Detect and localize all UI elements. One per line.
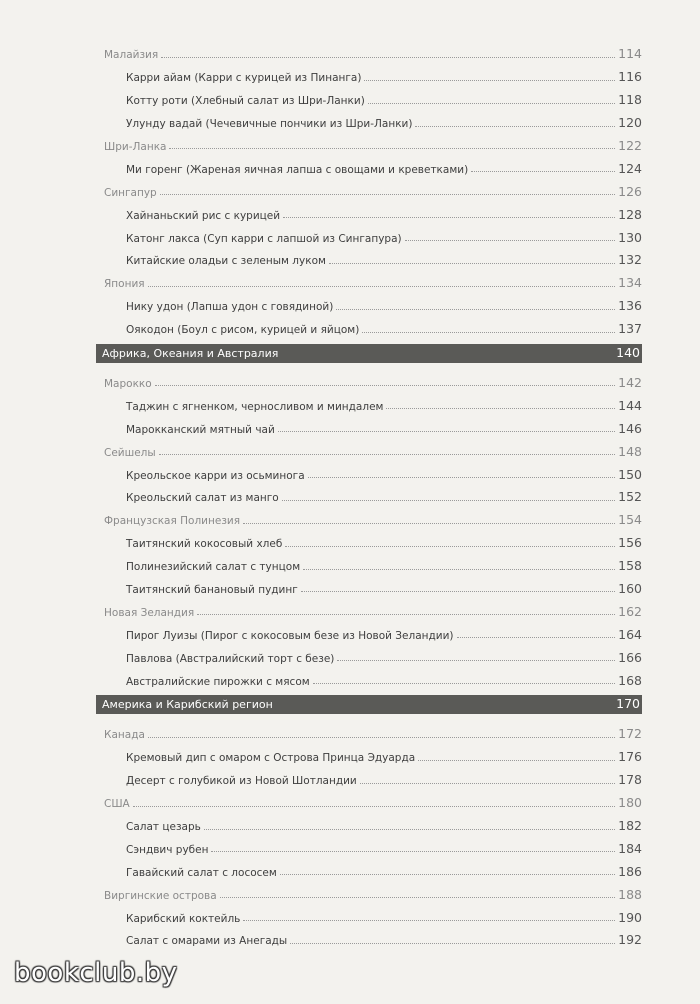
toc-country-row — [96, 130, 642, 153]
toc-country-row — [96, 718, 642, 741]
toc-page-number: 160 — [618, 580, 642, 596]
toc-page-number: 184 — [618, 840, 642, 856]
toc-page-number: 170 — [616, 696, 640, 712]
dot-leader — [161, 57, 615, 58]
dot-leader — [386, 408, 615, 409]
toc-dish-row — [96, 618, 642, 641]
watermark-logo: bookclub.by — [14, 958, 178, 988]
toc-country-row — [96, 367, 642, 390]
toc-entry-title: Гавайский салат с лососем — [126, 866, 277, 879]
toc-dish-row — [96, 764, 642, 787]
dot-leader — [418, 760, 615, 761]
dot-leader — [364, 80, 615, 81]
toc-entry-title: Марокко — [104, 377, 152, 390]
toc-entry-title: США — [104, 798, 130, 811]
toc-dish-row — [96, 244, 642, 267]
toc-entry-title: Сейшелы — [104, 446, 156, 459]
toc-page-number: 126 — [618, 183, 642, 199]
dot-leader — [155, 385, 615, 386]
toc-dish-row — [96, 84, 642, 107]
toc-entry-title: Китайские оладьи с зеленым луком — [126, 255, 326, 268]
toc-country-row — [96, 595, 642, 618]
dot-leader — [285, 546, 615, 547]
toc-page-number: 188 — [618, 886, 642, 902]
toc-entry-title: Америка и Карибский регион — [102, 698, 273, 712]
dot-leader — [204, 829, 615, 830]
toc-entry-title: Котту роти (Хлебный салат из Шри-Ланки) — [126, 95, 365, 108]
toc-entry-title: Африка, Океания и Австралия — [102, 346, 279, 360]
dot-leader — [159, 454, 615, 455]
toc-page-number: 148 — [618, 443, 642, 459]
toc-page-number: 132 — [618, 252, 642, 268]
toc-dish-row — [96, 573, 642, 596]
toc-entry-title: Малайзия — [104, 49, 159, 62]
toc-country-row — [96, 787, 642, 810]
toc-page-number: 128 — [618, 206, 642, 222]
toc-page-number: 122 — [618, 137, 642, 153]
toc-page-number: 162 — [618, 603, 642, 619]
toc-entry-title: Катонг лакса (Суп карри с лапшой из Сингапура) — [126, 232, 402, 245]
toc-entry-title: Виргинские острова — [104, 889, 217, 902]
toc-page-number: 114 — [618, 46, 642, 62]
toc-entry-title: Сэндвич рубен — [126, 843, 209, 856]
dot-leader — [313, 683, 615, 684]
toc-entry-title: Креольский салат из манго — [126, 492, 279, 505]
toc-entry-title: Австралийские пирожки с мясом — [126, 675, 310, 688]
toc-dish-row — [96, 527, 642, 550]
toc-entry-title: Креольское карри из осьминога — [126, 469, 305, 482]
toc-dish-row — [96, 61, 642, 84]
dot-leader — [148, 737, 615, 738]
toc-page-number: 178 — [618, 772, 642, 788]
dot-leader — [303, 569, 615, 570]
toc-page-number: 154 — [618, 512, 642, 528]
toc-dish-row — [96, 810, 642, 833]
toc-page-number: 158 — [618, 558, 642, 574]
toc-page-number: 142 — [618, 374, 642, 390]
dot-leader — [301, 591, 615, 592]
toc-section-row — [96, 695, 642, 714]
toc-entry-title: Шри-Ланка — [104, 140, 167, 153]
toc-dish-row — [96, 901, 642, 924]
toc-country-row — [96, 175, 642, 198]
dot-leader — [337, 660, 615, 661]
dot-leader — [197, 614, 615, 615]
toc-country-row — [96, 435, 642, 458]
toc-entry-title: Полинезийский салат с тунцом — [126, 561, 301, 574]
toc-page-number: 168 — [618, 672, 642, 688]
toc-entry-title: Улунду вадай (Чечевичные пончики из Шри-Ланки) — [126, 118, 413, 131]
toc-page-number: 176 — [618, 749, 642, 765]
toc-entry-title: Десерт с голубикой из Новой Шотландии — [126, 775, 357, 788]
dot-leader — [169, 148, 615, 149]
toc-page-number: 120 — [618, 115, 642, 131]
toc-page-number: 140 — [616, 344, 640, 360]
toc-entry-title: Оякодон (Боул с рисом, курицей и яйцом) — [126, 324, 360, 337]
dot-leader — [290, 943, 615, 944]
toc-entry-title: Французская Полинезия — [104, 515, 241, 528]
toc-entry-title: Кремовый дип с омаром с Острова Принца Эдуарда — [126, 752, 416, 765]
dot-leader — [329, 263, 615, 264]
toc-page-number: 116 — [618, 69, 642, 85]
toc-country-row — [96, 878, 642, 901]
dot-leader — [282, 500, 615, 501]
toc-entry-title: Япония — [104, 278, 145, 291]
toc-dish-row — [96, 221, 642, 244]
toc-page-number: 134 — [618, 275, 642, 291]
toc-dish-row — [96, 107, 642, 130]
toc-page-number: 182 — [618, 818, 642, 833]
toc-page-number: 180 — [618, 795, 642, 811]
toc-entry-title: Карибский коктейль — [126, 912, 241, 925]
toc-entry-title: Хайнаньский рис с курицей — [126, 209, 281, 222]
dot-leader — [457, 637, 616, 638]
toc-page-number: 144 — [618, 397, 642, 413]
toc-page-number: 146 — [618, 420, 642, 436]
toc-dish-row — [96, 550, 642, 573]
dot-leader — [471, 171, 615, 172]
dot-leader — [308, 477, 616, 478]
toc-dish-row — [96, 855, 642, 878]
toc-entry-title: Таитянский кокосовый хлеб — [126, 538, 283, 551]
table-of-contents — [96, 38, 642, 947]
toc-entry-title: Сингапур — [104, 186, 157, 199]
toc-page-number: 156 — [618, 535, 642, 551]
toc-page-number: 137 — [618, 321, 642, 337]
dot-leader — [211, 851, 615, 852]
toc-dish-row — [96, 458, 642, 481]
toc-country-row — [96, 504, 642, 527]
toc-page-number: 130 — [618, 229, 642, 245]
toc-dish-row — [96, 664, 642, 687]
toc-page-number: 124 — [618, 160, 642, 176]
toc-entry-title: Таитянский банановый пудинг — [126, 583, 298, 596]
dot-leader — [243, 920, 615, 921]
toc-page-number: 150 — [618, 466, 642, 482]
toc-page-number: 190 — [618, 909, 642, 925]
toc-dish-row — [96, 290, 642, 313]
toc-country-row — [96, 38, 642, 61]
dot-leader — [220, 897, 615, 898]
toc-page-number: 186 — [618, 863, 642, 879]
toc-page-number: 192 — [618, 932, 642, 948]
toc-dish-row — [96, 833, 642, 856]
toc-dish-row — [96, 481, 642, 504]
toc-entry-title: Пирог Луизы (Пирог с кокосовым безе из Новой Зеландии) — [126, 629, 454, 642]
dot-leader — [336, 309, 615, 310]
toc-entry-title: Салат цезарь — [126, 821, 201, 833]
dot-leader — [405, 240, 616, 241]
dot-leader — [160, 194, 615, 195]
dot-leader — [133, 806, 615, 807]
toc-page-number: 164 — [618, 626, 642, 642]
toc-dish-row — [96, 641, 642, 664]
toc-dish-row — [96, 198, 642, 221]
toc-section-row — [96, 344, 642, 363]
toc-page-number: 152 — [618, 489, 642, 505]
toc-dish-row — [96, 389, 642, 412]
toc-dish-row — [96, 412, 642, 435]
dot-leader — [360, 783, 615, 784]
toc-entry-title: Салат с омарами из Анегады — [126, 935, 288, 948]
toc-country-row — [96, 267, 642, 290]
toc-dish-row — [96, 152, 642, 175]
dot-leader — [283, 217, 615, 218]
toc-entry-title: Павлова (Австралийский торт с безе) — [126, 652, 335, 665]
toc-page-number: 136 — [618, 298, 642, 314]
dot-leader — [243, 523, 615, 524]
toc-entry-title: Таджин с ягненком, черносливом и миндалем — [126, 400, 384, 413]
toc-entry-title: Нику удон (Лапша удон с говядиной) — [126, 301, 334, 314]
toc-entry-title: Ми горенг (Жареная яичная лапша с овощами и креветками) — [126, 163, 469, 176]
dot-leader — [278, 431, 615, 432]
dot-leader — [368, 103, 615, 104]
toc-page-number: 166 — [618, 649, 642, 665]
toc-entry-title: Марокканский мятный чай — [126, 423, 275, 436]
toc-dish-row — [96, 924, 642, 947]
dot-leader — [148, 286, 616, 287]
toc-page-number: 118 — [618, 92, 642, 108]
toc-entry-title: Новая Зеландия — [104, 606, 195, 619]
toc-entry-title: Канада — [104, 729, 145, 742]
toc-entry-title: Карри айам (Карри с курицей из Пинанга) — [126, 72, 362, 85]
dot-leader — [415, 126, 615, 127]
dot-leader — [280, 874, 615, 875]
dot-leader — [362, 332, 615, 333]
toc-dish-row — [96, 313, 642, 336]
toc-dish-row — [96, 741, 642, 764]
toc-page-number: 172 — [618, 726, 642, 742]
